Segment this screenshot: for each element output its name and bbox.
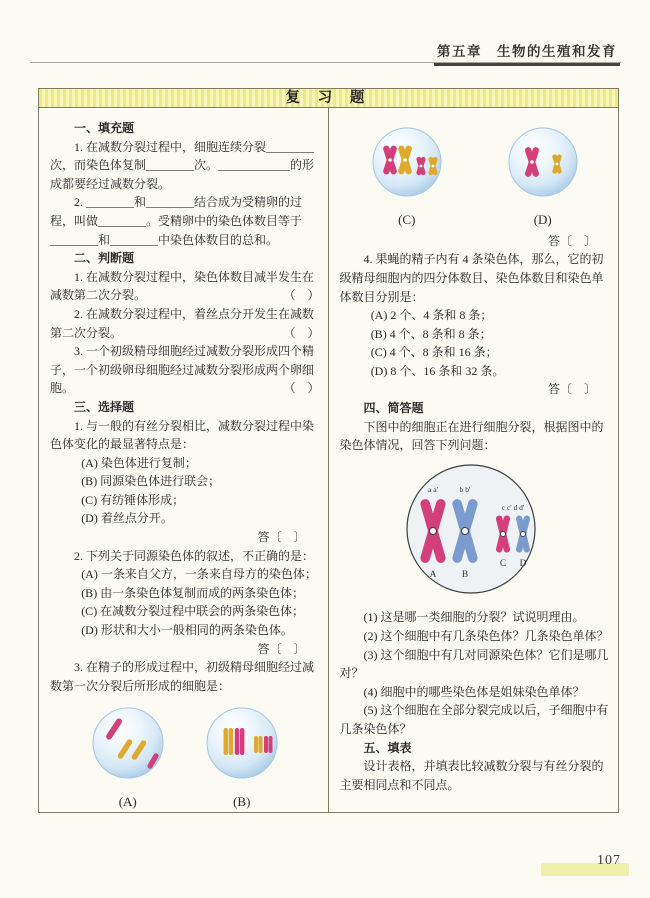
paragraph: (A) 2 个、4 条和 8 条；: [370, 308, 493, 323]
cell-c-illustration: [363, 125, 451, 203]
paragraph: (C) 在减数分裂过程中联会的两条染色体；: [81, 604, 305, 619]
answer-line: 答〔 〕: [257, 530, 306, 545]
chromosome-label-B: B: [461, 569, 468, 580]
right-column-text-bottom: [340, 608, 611, 794]
paragraph: (C) 有纺锤体形成；: [81, 492, 185, 507]
section-heading: 四、简答题: [363, 401, 424, 416]
paragraph: (3) 这个细胞中有几对同源染色体？它们是哪几对？: [339, 647, 609, 681]
section-heading: 一、填充题: [74, 121, 135, 135]
paragraph: (C) 4 个、8 条和 16 条；: [370, 345, 498, 360]
paragraph: (D) 8 个、16 条和 32 条。: [370, 363, 505, 378]
paragraph: 1. 在减数分裂过程中，细胞连续分裂________次，而染色体复制________次。____________的形成都要经过减数分裂。: [50, 139, 315, 191]
paragraph: (D) 形状和大小一般相同的两条染色体。: [81, 623, 293, 638]
paragraph: (B) 4 个、8 条和 8 条；: [370, 326, 492, 341]
chromatid-label-aa: a a': [427, 484, 438, 494]
paragraph: (4) 细胞中的哪些染色体是姐妹染色单体？: [363, 684, 585, 699]
paragraph: (B) 由一条染色体复制而成的两条染色体；: [81, 585, 305, 600]
chromosome-label-C: C: [499, 558, 506, 569]
paragraph: 2. 下列关于同源染色体的叙述，不正确的是：: [74, 548, 315, 563]
paragraph: 3. 在精子的形成过程中，初级精母细胞经过减数第一次分裂后所形成的细胞是：: [50, 660, 315, 693]
cell-division-diagram: [376, 459, 574, 601]
answer-line: 答〔 〕: [257, 641, 306, 656]
answer-line: 答〔 〕: [547, 233, 596, 248]
cell-b-label: (B): [233, 794, 251, 809]
chromosome-label-A: A: [429, 569, 437, 580]
left-column-text: [50, 119, 320, 695]
review-title: 复 习 题: [39, 89, 618, 108]
cell-a-figure: [84, 705, 172, 812]
chromatid-label-ccdd: c c' d d': [501, 502, 524, 512]
judge-brackets: （ ）: [283, 288, 320, 303]
paragraph: 1. 与一般的有丝分裂相比，减数分裂过程中染色体变化的最显著特点是：: [50, 418, 315, 452]
paragraph: (B) 同源染色体进行联会；: [81, 474, 221, 489]
cell-b-figure: [198, 705, 286, 812]
cell-b-illustration: [198, 705, 286, 785]
paragraph: 设计表格，并填表比较减数分裂与有丝分裂的主要相同点和不同点。: [339, 759, 604, 792]
paragraph: 4. 果蝇的精子内有 4 条染色体，那么，它的初级精母细胞内的四分体数目、染色体数目和染色单体数目分别是：: [339, 252, 604, 304]
paragraph: 下图中的细胞正在进行细胞分裂，根据图中的染色体情况，回答下列问题：: [339, 419, 604, 453]
paragraph: (5) 这个细胞在全部分裂完成以后，子细胞中有几条染色体？: [339, 703, 609, 737]
cell-a-label: (A): [118, 794, 137, 809]
review-content: [39, 108, 618, 812]
paragraph: 1. 在减数分裂过程中，染色体数目减半发生在减数第二次分裂。 （ ）: [50, 268, 320, 305]
judge-brackets: （ ）: [283, 325, 320, 340]
chromosome-label-D: D: [519, 558, 527, 569]
paragraph: (2) 这个细胞中有几条染色体？几条染色单体？: [363, 629, 609, 644]
review-box: [38, 88, 619, 813]
judge-brackets: （ ）: [283, 381, 320, 396]
section-heading: 三、选择题: [74, 399, 135, 414]
page-number: 107: [597, 853, 621, 868]
cell-d-illustration: [499, 125, 587, 203]
cell-a-illustration: [84, 705, 172, 785]
paragraph: (A) 染色体进行复制；: [81, 455, 197, 470]
cells-c-d-figure: [340, 125, 611, 230]
right-column-text-top: [340, 232, 611, 455]
paragraph: (A) 一条来自父方，一条来自母方的染色体；: [81, 567, 317, 582]
cell-division-diagram-figure: [340, 459, 611, 607]
paragraph: (D) 着丝点分开。: [81, 511, 173, 526]
header-rule: [30, 62, 621, 63]
cells-a-b-figure: [50, 705, 320, 812]
cell-c-figure: [363, 125, 451, 230]
section-heading: 五、填表: [363, 740, 412, 755]
cell-c-label: (C): [398, 211, 416, 227]
bottom-decorative-strip: [39, 812, 618, 813]
paragraph: 2. 在减数分裂过程中，着丝点分开发生在减数第二次分裂。 （ ）: [50, 305, 320, 342]
left-column: [39, 108, 329, 812]
cell-d-figure: [499, 125, 587, 230]
chapter-header: 第五章 生物的生殖和发育: [434, 40, 620, 66]
chromatid-label-bb: b b': [459, 484, 471, 494]
paragraph: (1) 这是哪一类细胞的分裂？试说明理由。: [363, 610, 585, 625]
paragraph: 2. ________和________结合成为受精卵的过程，叫做________。受精卵中的染色体数目等于________和________中染色体数目的总和。: [50, 195, 303, 247]
answer-line: 答〔 〕: [547, 382, 596, 397]
right-column: [329, 108, 619, 812]
page-number-area: [523, 853, 623, 877]
cell-d-label: (D): [533, 211, 552, 227]
paragraph: 3. 一个初级精母细胞经过减数分裂形成四个精子，一个初级卵母细胞经过减数分裂形成两个卵细胞。 （ ）: [50, 342, 320, 398]
section-heading: 二、判断题: [74, 251, 135, 266]
